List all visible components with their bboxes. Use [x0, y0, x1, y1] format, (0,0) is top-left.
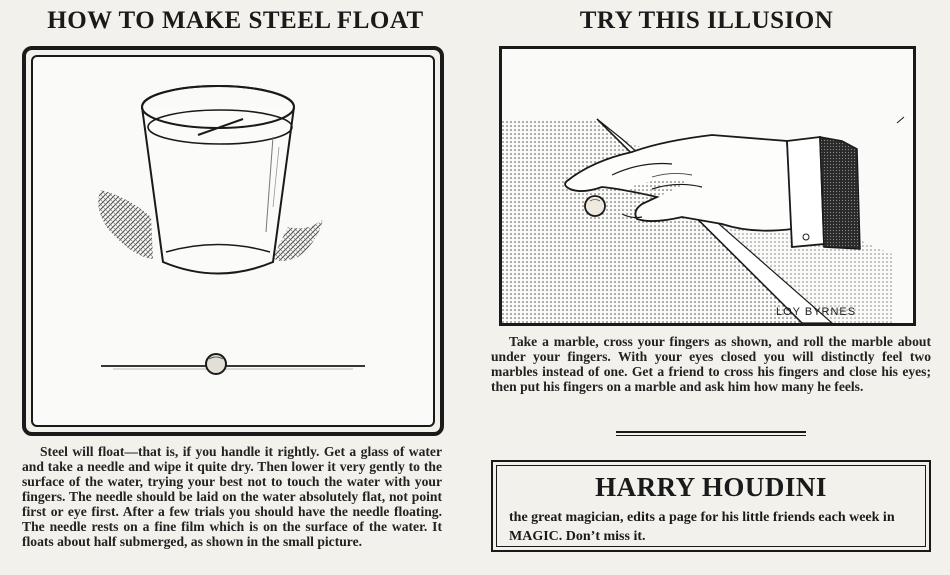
houdini-ad-box: [491, 460, 931, 552]
left-title: HOW TO MAKE STEEL FLOAT: [47, 7, 424, 34]
section-divider-thin: [616, 435, 806, 436]
glass-shadow-left: [98, 190, 153, 259]
glass-shadow-right: [273, 219, 323, 261]
coat-sleeve: [820, 137, 860, 249]
glass-of-water-drawing: [33, 57, 435, 427]
houdini-title: HARRY HOUDINI: [595, 472, 827, 502]
crossed-fingers-drawing: [502, 49, 913, 323]
right-instructions: Take a marble, cross your fingers as shown, and roll the marble about under your fingers. With your eyes closed you will distinctly feel two marbles instead of one. Get a friend to cross his fingers and close his eyes; then put his fingers on a marble and ask him how many he feels.: [491, 334, 931, 394]
artist-signature: LOY BYRNES: [776, 306, 857, 318]
left-instructions: Steel will float—that is, if you handle it rightly. Get a glass of water and take a needle and wipe it quite dry. Then lower it very gently to the surface of the water, trying your best not to touch the water with your fingers. The needle should be laid on the water absolutely flat, not point first or eye first. After a few trials you should have the needle floating. The needle rests on a fine film which is on the surface of the water. It floats about half submerged, as shown in the small picture.: [22, 444, 442, 549]
houdini-ad-inner: [496, 465, 926, 547]
illusion-illustration: [499, 46, 916, 326]
shirt-cuff: [787, 137, 824, 247]
right-title: TRY THIS ILLUSION: [579, 7, 834, 34]
steel-float-illustration-frame: [22, 46, 444, 436]
section-divider: [616, 431, 806, 433]
marble: [585, 196, 605, 216]
houdini-text: the great magician, edits a page for his little friends each week in MAGIC. Don’t miss it.: [509, 510, 895, 544]
steel-float-illustration: [31, 55, 435, 427]
